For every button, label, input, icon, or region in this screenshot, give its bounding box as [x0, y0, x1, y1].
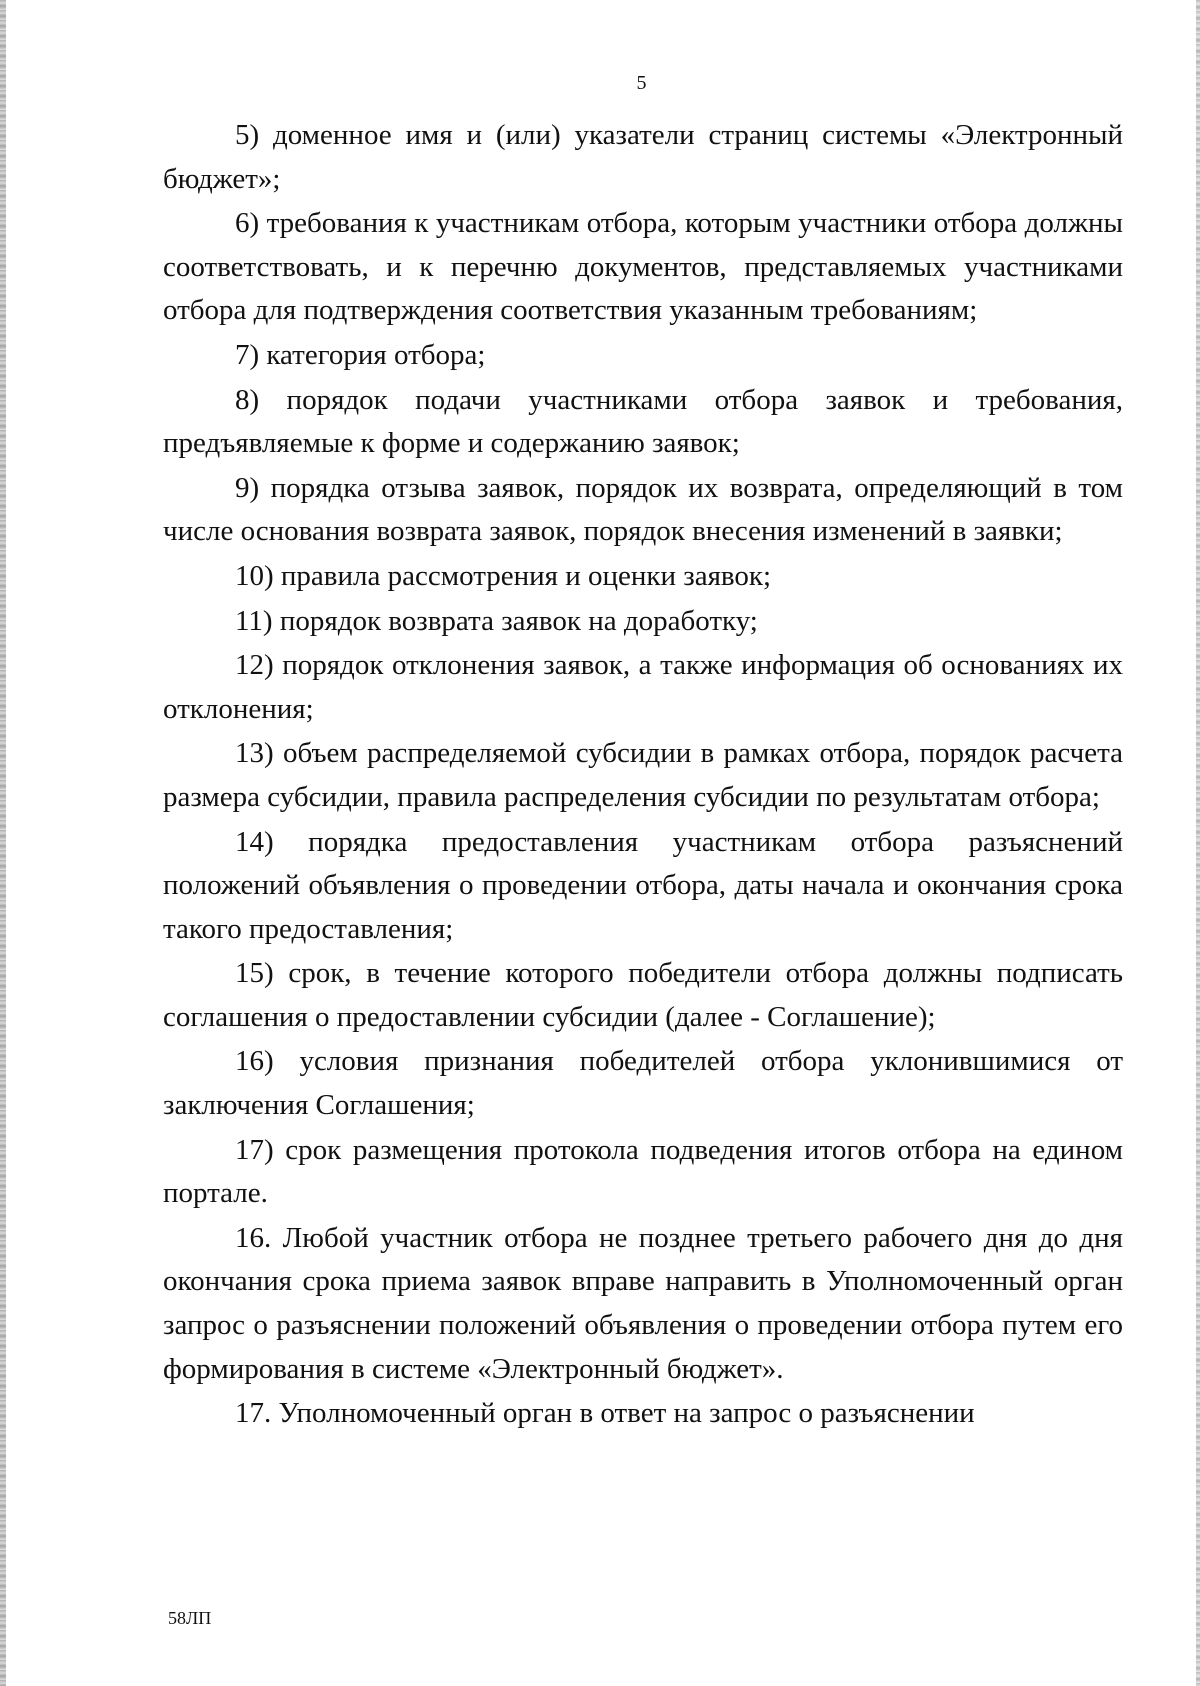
paragraph-section-17: 17. Уполномоченный орган в ответ на запрос о разъяснении — [235, 1397, 975, 1430]
paragraph-item-9: 9) порядка отзыва заявок, порядок их возврата, определяющий в том числе основания возврата заявок, порядок внесения изменений в заявки; — [163, 471, 1123, 548]
paragraph-item-13: 13) объем распределяемой субсидии в рамках отбора, порядок расчета размера субсидии, правила распределения субсидии по результатам отбора; — [163, 737, 1123, 813]
document-body — [163, 114, 1123, 1437]
paragraph-item-6: 6) требования к участникам отбора, которым участники отбора должны соответствовать, и к перечню документов, представляемых участниками отбора для подтверждения соответствия указанным требованиям; — [163, 207, 1123, 327]
paragraph-item-16: 16) условия признания победителей отбора уклонившимися от заключения Соглашения; — [163, 1045, 1123, 1122]
scan-edge-left — [0, 0, 6, 1686]
paragraph-item-15: 15) срок, в течение которого победители отбора должны подписать соглашения о предоставлении субсидии (далее - Соглашение); — [163, 957, 1123, 1033]
document-code: 58ЛП — [168, 1608, 212, 1628]
scan-edge-right — [1196, 0, 1200, 1686]
page-number: 5 — [636, 72, 647, 94]
paragraph-item-7: 7) категория отбора; — [235, 338, 486, 371]
paragraph-item-17: 17) срок размещения протокола подведения итогов отбора на едином портале. — [163, 1133, 1123, 1210]
paragraph-item-12: 12) порядок отклонения заявок, а также информация об основаниях их отклонения; — [163, 649, 1123, 725]
paragraph-item-8: 8) порядок подачи участниками отбора заявок и требования, предъявляемые к форме и содержанию заявок; — [163, 383, 1123, 460]
paragraph-section-16: 16. Любой участник отбора не позднее третьего рабочего дня до дня окончания срока приема заявок вправе направить в Уполномоченный орган запрос о разъяснении положений объявления о проведении отбора путем его формирования в системе «Электронный бюджет». — [163, 1221, 1123, 1385]
paragraph-item-11: 11) порядок возврата заявок на доработку; — [235, 604, 758, 637]
paragraph-item-14: 14) порядка предоставления участникам отбора разъяснений положений объявления о проведении отбора, даты начала и окончания срока такого предоставления; — [163, 825, 1123, 945]
paragraph-item-5: 5) доменное имя и (или) указатели страниц системы «Электронный бюджет»; — [163, 119, 1123, 195]
paragraph-item-10: 10) правила рассмотрения и оценки заявок; — [235, 559, 772, 592]
